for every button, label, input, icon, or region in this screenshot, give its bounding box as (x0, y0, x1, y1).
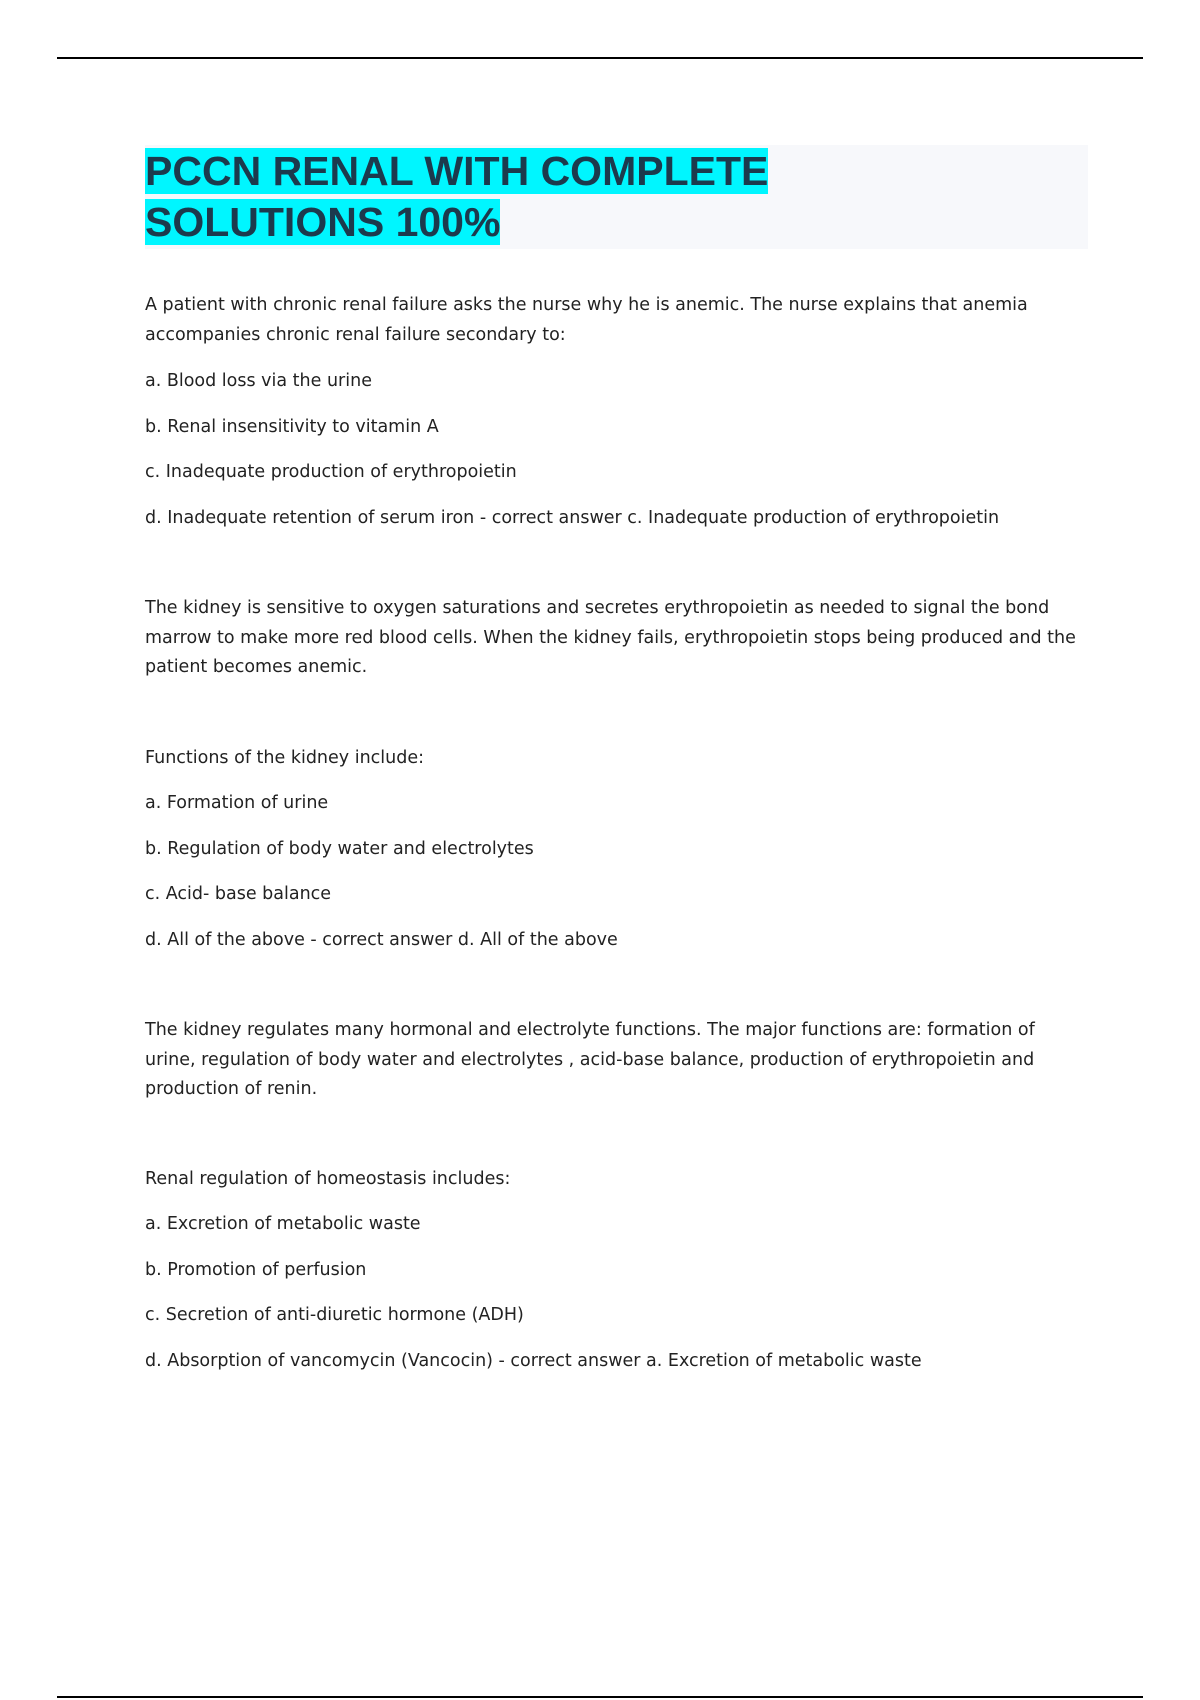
question-2-text: Functions of the kidney include: (145, 748, 425, 768)
question-1-rationale: The kidney is sensitive to oxygen saturations and secretes erythropoietin as needed to signal the bond marrow to make more red blood cells. When the kidney fails, erythropoietin stops being produced and the patient becomes anemic. (145, 598, 1076, 677)
question-3-option-a: a. Excretion of metabolic waste (145, 1214, 421, 1234)
document-title: PCCN RENAL WITH COMPLETE SOLUTIONS 100% (145, 148, 769, 245)
question-3-option-d-answer: d. Absorption of vancomycin (Vancocin) - correct answer a. Excretion of metabolic waste (145, 1351, 922, 1371)
question-1-option-c: c. Inadequate production of erythropoietin (145, 462, 517, 482)
question-2-option-d-answer: d. All of the above - correct answer d. All of the above (145, 930, 618, 950)
question-2-option-a: a. Formation of urine (145, 793, 329, 813)
question-1-option-a: a. Blood loss via the urine (145, 371, 372, 391)
question-3-text: Renal regulation of homeostasis includes: (145, 1169, 511, 1189)
question-3-option-b: b. Promotion of perfusion (145, 1260, 367, 1280)
question-1-text: A patient with chronic renal failure asks the nurse why he is anemic. The nurse explains that anemia accompanies chronic renal failure secondary to: (145, 295, 1028, 345)
bottom-rule (57, 1696, 1143, 1698)
question-2-option-c: c. Acid- base balance (145, 884, 332, 904)
question-1-option-b: b. Renal insensitivity to vitamin A (145, 417, 439, 437)
question-2-rationale: The kidney regulates many hormonal and electrolyte functions. The major functions are: formation of urine, regulation of body water and electrolytes , acid-base balance, production of erythropoietin and production of renin. (145, 1020, 1035, 1099)
question-2-option-b: b. Regulation of body water and electrolytes (145, 839, 534, 859)
top-rule (57, 57, 1143, 59)
question-1-option-d-answer: d. Inadequate retention of serum iron - correct answer c. Inadequate production of erythropoietin (145, 508, 1000, 528)
question-3-option-c: c. Secretion of anti-diuretic hormone (ADH) (145, 1305, 524, 1325)
